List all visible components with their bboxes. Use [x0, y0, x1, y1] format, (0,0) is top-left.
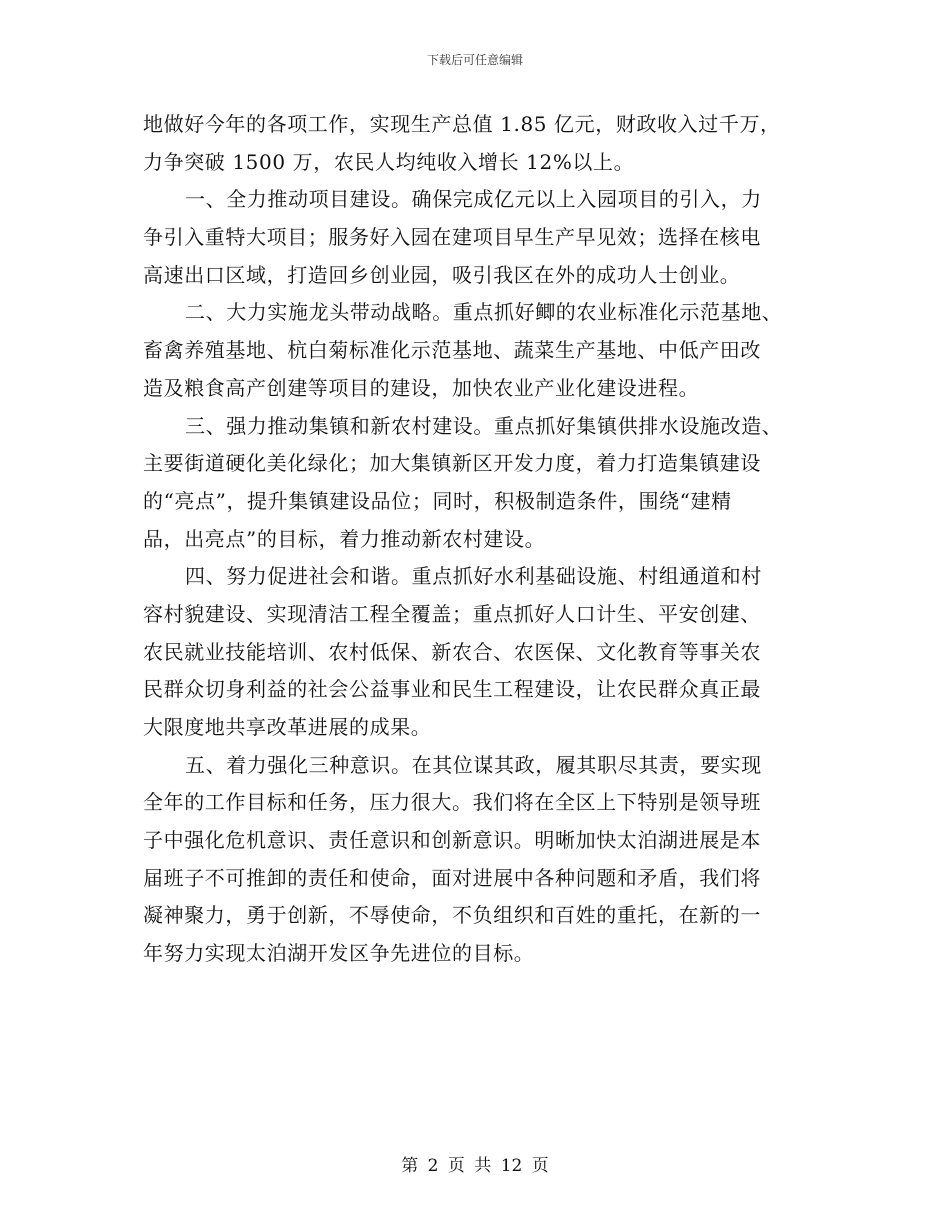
- text-line: 品，出亮点”的目标，着力推动新农村建设。: [143, 526, 546, 551]
- text-line: 造及粮食高产创建等项目的建设，加快农业产业化建设进程。: [143, 375, 700, 400]
- text-line: 大限度地共享改革进展的成果。: [143, 715, 432, 739]
- text-line: 三、强力推动集镇和新农村建设。重点抓好集镇供排水设施改造、: [185, 413, 783, 438]
- text-line: 主要街道硬化美化绿化；加大集镇新区开发力度，着力打造集镇建设: [143, 451, 761, 476]
- text-line: 高速出口区域，打造回乡创业园，吸引我区在外的成功人士创业。: [143, 262, 741, 287]
- text-line: 畜禽养殖基地、杭白菊标准化示范基地、蔬菜生产基地、中低产田改: [143, 338, 761, 363]
- page-footer: 第 2 页 共 12 页: [401, 1156, 549, 1176]
- text-line: 农民就业技能培训、农村低保、新农合、农医保、文化教育等事关农: [143, 639, 761, 664]
- text-line: 的“亮点”，提升集镇建设品位；同时，积极制造条件，围绕“建精: [143, 488, 732, 513]
- page-header: 下载后可任意编辑: [426, 53, 523, 67]
- text-line: 容村貌建设、实现清洁工程全覆盖；重点抓好人口计生、平安创建、: [143, 601, 761, 626]
- text-line: 地做好今年的各项工作，实现生产总值 1.85 亿元，财政收入过千万，: [143, 112, 781, 136]
- text-line: 二、大力实施龙头带动战略。重点抓好鲫的农业标准化示范基地、: [185, 300, 783, 325]
- text-line: 一、全力推动项目建设。确保完成亿元以上入园项目的引入，力: [185, 187, 762, 212]
- text-line: 力争突破 1500 万，农民人均纯收入增长 12%以上。: [143, 149, 635, 174]
- text-line: 子中强化危机意识、责任意识和创新意识。明晰加快太泊湖进展是本: [143, 828, 761, 853]
- text-line: 五、着力强化三种意识。在其位谋其政，履其职尽其责，要实现: [185, 752, 762, 777]
- text-line: 年努力实现太泊湖开发区争先进位的目标。: [143, 941, 535, 966]
- text-line: 争引入重特大项目；服务好入园在建项目早生产早见效；选择在核电: [143, 225, 761, 250]
- text-line: 民群众切身利益的社会公益事业和民生工程建设，让农民群众真正最: [143, 677, 761, 702]
- text-line: 四、努力促进社会和谐。重点抓好水利基础设施、村组通道和村: [185, 564, 762, 589]
- text-line: 届班子不可推卸的责任和使命，面对进展中各种问题和矛盾，我们将: [143, 865, 761, 890]
- document-body: [143, 106, 815, 973]
- text-line: 凝神聚力，勇于创新，不辱使命，不负组织和百姓的重托，在新的一: [143, 903, 761, 928]
- text-line: 全年的工作目标和任务，压力很大。我们将在全区上下特别是领导班: [143, 790, 761, 815]
